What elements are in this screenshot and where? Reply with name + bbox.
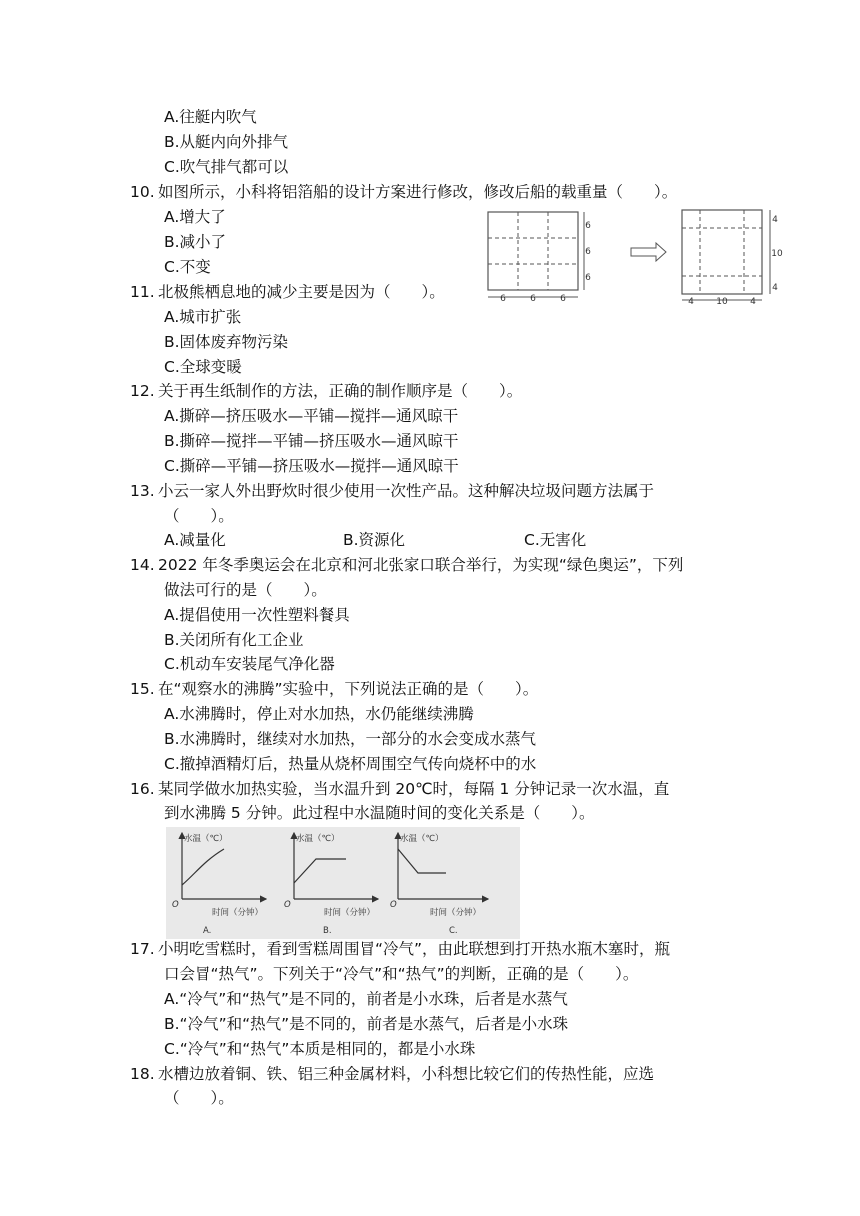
- question-number: 10.: [130, 183, 155, 201]
- q11-option-c: C.全球变暖: [164, 358, 242, 376]
- question-text: 小明吃雪糕时，看到雪糕周围冒“冷气”，由此联想到打开热水瓶木塞时，瓶: [158, 940, 671, 958]
- right-side-dim-3: 4: [772, 283, 778, 293]
- right-side-dim-2: 10: [771, 249, 783, 259]
- graph-a-ylabel: 水温（℃）: [184, 834, 228, 844]
- graph-b-ylabel: 水温（℃）: [296, 834, 340, 844]
- q11-option-b: B.固体废弃物污染: [164, 333, 289, 351]
- q10-option-c: C.不变: [164, 258, 211, 276]
- question-17-cont: 口会冒“热气”。下列关于“冷气”和“热气”的判断，正确的是（ ）。: [164, 965, 639, 983]
- q11-option-a: A.城市扩张: [164, 308, 242, 326]
- graph-c-ylabel: 水温（℃）: [400, 834, 444, 844]
- question-16-cont: 到水沸腾 5 分钟。此过程中水温随时间的变化关系是（ ）。: [164, 804, 595, 822]
- q9-option-c: C.吹气排气都可以: [164, 158, 289, 176]
- q15-option-a: A.水沸腾时，停止对水加热，水仍能继续沸腾: [164, 705, 474, 723]
- q9-option-b: B.从艇内向外排气: [164, 133, 289, 151]
- q15-option-b: B.水沸腾时，继续对水加热，一部分的水会变成水蒸气: [164, 730, 537, 748]
- left-bottom-dim-2: 6: [530, 294, 536, 304]
- question-number: 15.: [130, 680, 155, 698]
- graph-b-label: B.: [323, 926, 332, 936]
- q14-option-b: B.关闭所有化工企业: [164, 631, 304, 649]
- question-14-cont: 做法可行的是（ ）。: [164, 581, 327, 599]
- right-bottom-dim-3: 4: [750, 297, 756, 306]
- question-number: 11.: [130, 283, 155, 301]
- left-bottom-dim-3: 6: [560, 294, 566, 304]
- question-18-cont: （ ）。: [164, 1089, 234, 1107]
- q9-option-a: A.往艇内吹气: [164, 108, 257, 126]
- right-bottom-dim-1: 4: [688, 297, 694, 306]
- q15-option-c: C.撤掉酒精灯后，热量从烧杯周围空气传向烧杯中的水: [164, 755, 537, 773]
- question-text: 在“观察水的沸腾”实验中，下列说法正确的是（ ）。: [158, 680, 539, 698]
- graph-a-label: A.: [203, 926, 212, 936]
- question-text: 2022 年冬季奥运会在北京和河北张家口联合举行，为实现“绿色奥运”，下列: [158, 556, 684, 574]
- right-bottom-dim-2: 10: [716, 297, 728, 306]
- q10-option-a: A.增大了: [164, 208, 226, 226]
- question-number: 18.: [130, 1065, 155, 1083]
- left-bottom-dim-1: 6: [500, 294, 506, 304]
- q12-option-c: C.撕碎—平铺—挤压吸水—搅拌—通风晾干: [164, 457, 459, 475]
- question-text: 北极熊栖息地的减少主要是因为（ ）。: [158, 283, 445, 301]
- question-number: 12.: [130, 382, 155, 400]
- water-temperature-graphs: [166, 827, 520, 939]
- boat-design-figure: [484, 206, 802, 306]
- graph-b-xlabel: 时间（分钟）: [324, 908, 376, 918]
- graph-c-label: C.: [449, 926, 458, 936]
- question-text: 某同学做水加热实验，当水温升到 20℃时，每隔 1 分钟记录一次水温，直: [158, 780, 670, 798]
- left-side-dim-1: 6: [585, 221, 591, 231]
- question-text: 关于再生纸制作的方法，正确的制作顺序是（ ）。: [158, 382, 523, 400]
- question-text: 水槽边放着铜、铁、铝三种金属材料，小科想比较它们的传热性能，应选: [158, 1065, 655, 1083]
- left-side-dim-3: 6: [585, 273, 591, 283]
- question-number: 14.: [130, 556, 155, 574]
- graph-c-origin: O: [390, 900, 397, 910]
- q17-option-a: A.“冷气”和“热气”是不同的，前者是小水珠，后者是水蒸气: [164, 990, 568, 1008]
- question-number: 17.: [130, 940, 155, 958]
- question-number: 16.: [130, 780, 155, 798]
- question-13-cont: （ ）。: [164, 507, 234, 525]
- q12-option-a: A.撕碎—挤压吸水—平铺—搅拌—通风晾干: [164, 407, 459, 425]
- q17-option-b: B.“冷气”和“热气”是不同的，前者是水蒸气，后者是小水珠: [164, 1015, 569, 1033]
- q13-option-c: C.无害化: [524, 531, 587, 549]
- left-side-dim-2: 6: [585, 247, 591, 257]
- graph-a-xlabel: 时间（分钟）: [212, 908, 264, 918]
- q14-option-a: A.提倡使用一次性塑料餐具: [164, 606, 350, 624]
- q12-option-b: B.撕碎—搅拌—平铺—挤压吸水—通风晾干: [164, 432, 459, 450]
- q13-option-a: A.减量化: [164, 531, 226, 549]
- right-side-dim-1: 4: [772, 215, 778, 225]
- question-number: 13.: [130, 482, 155, 500]
- question-text: 如图所示，小科将铝箔船的设计方案进行修改，修改后船的载重量（ ）。: [158, 183, 678, 201]
- question-text: 小云一家人外出野炊时很少使用一次性产品。这种解决垃圾问题方法属于: [158, 482, 655, 500]
- q17-option-c: C.“冷气”和“热气”本质是相同的，都是小水珠: [164, 1040, 476, 1058]
- graph-b-origin: O: [284, 900, 291, 910]
- q13-option-b: B.资源化: [343, 531, 406, 549]
- graph-c-xlabel: 时间（分钟）: [430, 908, 482, 918]
- q14-option-c: C.机动车安装尾气净化器: [164, 655, 335, 673]
- graph-a-origin: O: [172, 900, 179, 910]
- q10-option-b: B.减小了: [164, 233, 227, 251]
